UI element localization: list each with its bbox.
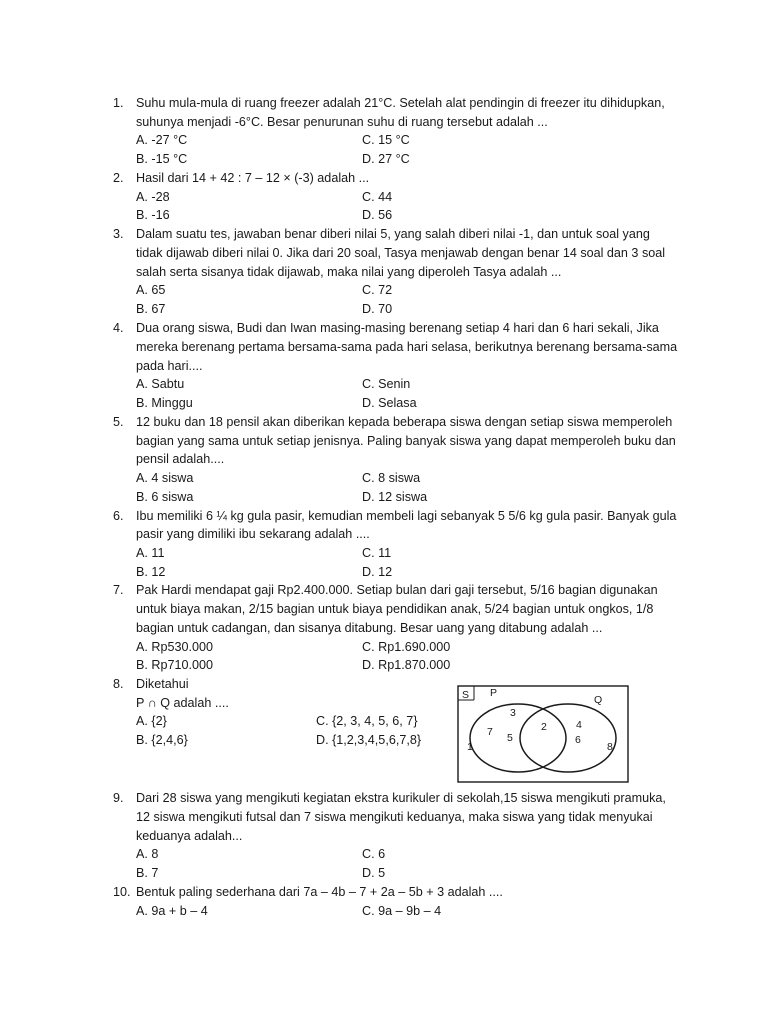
option-a: A. Rp530.000 [136,640,214,654]
question-text-line: Dari 28 siswa yang mengikuti kegiatan ekstra kurikuler di sekolah,15 siswa mengikuti pramuka, [136,791,666,805]
question-text-line: pada hari.... [136,359,203,373]
option-c: C. Senin [362,377,411,391]
question-text-line: salah serta sisanya tidak dijawab, maka nilai yang diperoleh Tasya adalah ... [136,265,562,279]
question-number: 5. [113,415,124,429]
question-text-line: bagian untuk cadangan, dan sisanya ditabung. Besar uang yang ditabung adalah ... [136,621,603,635]
option-b: B. 7 [136,866,159,880]
option-b: B. 12 [136,565,166,579]
option-a: A. 65 [136,283,166,297]
option-b: B. -15 °C [136,152,188,166]
universal-set-label: S [462,689,470,701]
set-q-label: Q [594,694,603,706]
question-text-line: 12 buku dan 18 pensil akan diberikan kepada beberapa siswa dengan setiap siswa memperoleh [136,415,673,429]
set-q-circle [520,704,616,772]
option-c: C. {2, 3, 4, 5, 6, 7} [316,714,418,728]
option-a: A. 8 [136,847,159,861]
option-a: A. 11 [136,546,165,560]
question-number: 2. [113,171,124,185]
question-text-line: Hasil dari 14 + 42 : 7 – 12 × (-3) adalah ... [136,171,370,185]
venn-element: 2 [541,721,547,733]
option-d: D. 70 [362,302,393,316]
option-a: A. -28 [136,190,170,204]
question-text-line: mereka berenang pertama bersama-sama pada hari selasa, berikutnya berenang bersama-sama [136,340,678,354]
option-d: D. 27 °C [362,152,410,166]
set-p-label: P [490,687,498,699]
option-c: C. Rp1.690.000 [362,640,451,654]
option-a: A. 4 siswa [136,471,194,485]
venn-element: 6 [575,734,581,746]
option-d: D. 12 [362,565,393,579]
question-text-line: pasir yang dimiliki ibu sekarang adalah .... [136,527,370,541]
venn-element: 1 [467,741,473,753]
option-a: A. -27 °C [136,133,188,147]
venn-diagram [456,684,632,784]
option-d: D. 5 [362,866,386,880]
venn-element: 4 [576,719,582,731]
option-b: B. 67 [136,302,166,316]
question-number: 3. [113,227,124,241]
option-c: C. 11 [362,546,392,560]
option-d: D. 56 [362,208,393,222]
option-d: D. {1,2,3,4,5,6,7,8} [316,733,422,747]
option-d: D. 12 siswa [362,490,428,504]
question-text-line: suhunya menjadi -6°C. Besar penurunan suhu di ruang tersebut adalah ... [136,115,548,129]
question-text-line: Dua orang siswa, Budi dan Iwan masing-masing berenang setiap 4 hari dan 6 hari sekali, Jika [136,321,659,335]
option-c: C. 44 [362,190,393,204]
question-number: 1. [113,96,124,110]
question-number: 9. [113,791,124,805]
venn-element: 8 [607,741,613,753]
option-d: D. Selasa [362,396,417,410]
option-a: A. {2} [136,714,167,728]
question-text-line: keduanya adalah... [136,829,243,843]
option-c: C. 9a – 9b – 4 [362,904,442,918]
question-number: 4. [113,321,124,335]
question-text-line: untuk biaya makan, 2/15 bagian untuk biaya pendidikan anak, 5/24 bagian untuk ongkos, 1/8 [136,602,654,616]
option-b: B. Rp710.000 [136,658,214,672]
question-text-line: Ibu memiliki 6 ¼ kg gula pasir, kemudian membeli lagi sebanyak 5 5/6 kg gula pasir. Banyak gula [136,509,677,523]
question-text-line: 12 siswa mengikuti futsal dan 7 siswa mengikuti keduanya, maka siswa yang tidak menyukai [136,810,653,824]
question-text-line: P ∩ Q adalah .... [136,696,229,710]
option-b: B. -16 [136,208,170,222]
question-text-line: Suhu mula-mula di ruang freezer adalah 21°C. Setelah alat pendingin di freezer itu dihidupkan, [136,96,665,110]
option-a: A. Sabtu [136,377,185,391]
option-c: C. 6 [362,847,386,861]
option-a: A. 9a + b – 4 [136,904,208,918]
option-b: B. Minggu [136,396,193,410]
question-text-line: bagian yang sama untuk setiap jenisnya. Paling banyak siswa yang dapat memperoleh buku dan [136,434,676,448]
question-number: 10. [113,885,131,899]
venn-element: 5 [507,732,513,744]
question-text-line: Diketahui [136,677,189,691]
question-text-line: pensil adalah.... [136,452,225,466]
option-b: B. 6 siswa [136,490,194,504]
set-p-circle [470,704,566,772]
venn-element: 3 [510,707,516,719]
option-c: C. 8 siswa [362,471,421,485]
question-text-line: Pak Hardi mendapat gaji Rp2.400.000. Setiap bulan dari gaji tersebut, 5/16 bagian digunakan [136,583,658,597]
question-number: 6. [113,509,124,523]
option-d: D. Rp1.870.000 [362,658,451,672]
option-c: C. 15 °C [362,133,410,147]
option-c: C. 72 [362,283,393,297]
venn-element: 7 [487,726,493,738]
question-text-line: tidak dijawab diberi nilai 0. Jika dari 20 soal, Tasya menjawab dengan benar 14 soal dan 3 soal [136,246,666,260]
option-b: B. {2,4,6} [136,733,188,747]
question-text-line: Bentuk paling sederhana dari 7a – 4b – 7 + 2a – 5b + 3 adalah .... [136,885,503,899]
question-text-line: Dalam suatu tes, jawaban benar diberi nilai 5, yang salah diberi nilai -1, dan untuk soal yang [136,227,650,241]
question-number: 8. [113,677,124,691]
question-number: 7. [113,583,124,597]
